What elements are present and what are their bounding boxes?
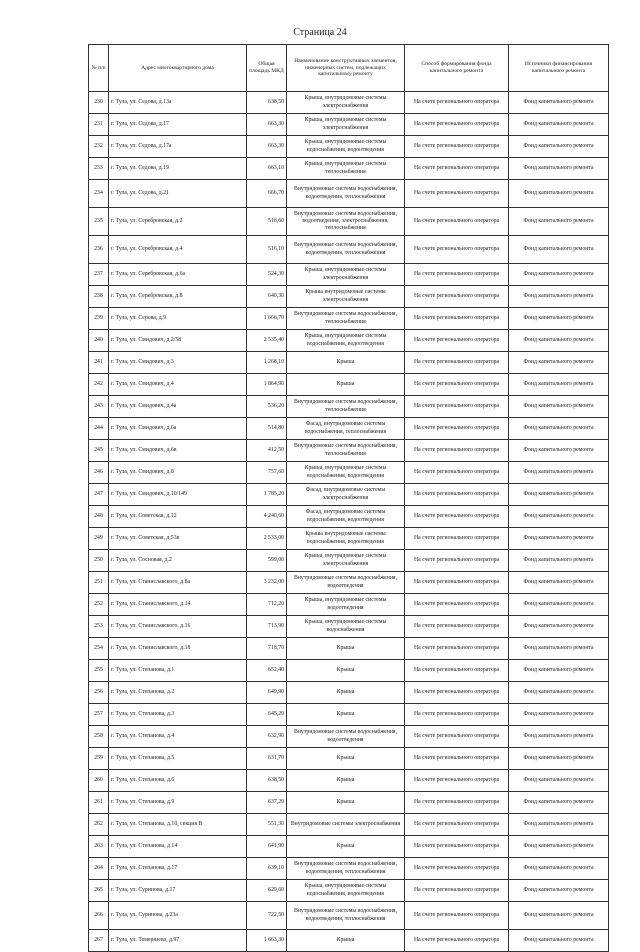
row-address: г. Тула, ул. Седова, д.17 [109, 114, 247, 136]
row-area: 666,70 [247, 180, 287, 208]
row-method: На счете регионального оператора [405, 264, 509, 286]
row-number: 255 [89, 660, 109, 682]
row-source: Фонд капитального ремонта [509, 180, 609, 208]
row-method: На счете регионального оператора [405, 418, 509, 440]
row-method: На счете регионального оператора [405, 616, 509, 638]
row-area: 629,60 [247, 880, 287, 902]
row-method: На счете регионального оператора [405, 638, 509, 660]
row-source: Фонд капитального ремонта [509, 902, 609, 930]
row-works: Внутридомовые системы водоснабжения, водоотведения, электроснабжения, теплоснабжения [287, 208, 405, 236]
row-method: На счете регионального оператора [405, 330, 509, 352]
row-works: Внутридомовые системы водоснабжения, водоотведения [287, 572, 405, 594]
row-number: 244 [89, 418, 109, 440]
row-address: г. Тула, ул. Смидович, д.4 [109, 374, 247, 396]
row-area: 722,50 [247, 902, 287, 930]
row-address: г. Тула, ул. Советская, д.53в [109, 528, 247, 550]
row-area: 649,90 [247, 682, 287, 704]
table-row [89, 858, 609, 880]
row-number: 264 [89, 858, 109, 880]
row-area: 4 240,60 [247, 506, 287, 528]
table-row [89, 594, 609, 616]
row-address: г. Тула, ул. Станиславского, д.8а [109, 572, 247, 594]
table-row [89, 208, 609, 236]
table-header-row [89, 45, 609, 92]
row-number: 258 [89, 726, 109, 748]
row-address: г. Тула, ул. Степанова, д.3 [109, 704, 247, 726]
row-number: 233 [89, 158, 109, 180]
row-source: Фонд капитального ремонта [509, 858, 609, 880]
table-row [89, 704, 609, 726]
row-number: 257 [89, 704, 109, 726]
table-row [89, 748, 609, 770]
table-row [89, 330, 609, 352]
row-number: 241 [89, 352, 109, 374]
row-area: 412,50 [247, 440, 287, 462]
row-method: На счете регионального оператора [405, 726, 509, 748]
row-area: 2 533,00 [247, 528, 287, 550]
row-number: 253 [89, 616, 109, 638]
row-area: 712,20 [247, 594, 287, 616]
row-works: Крыша, внутридомовые системы электроснабжения [287, 114, 405, 136]
row-works: Крыша [287, 682, 405, 704]
row-number: 232 [89, 136, 109, 158]
row-source: Фонд капитального ремонта [509, 660, 609, 682]
row-address: г. Тула, ул. Смидович, д.10/149 [109, 484, 247, 506]
row-method: На счете регионального оператора [405, 902, 509, 930]
row-method: На счете регионального оператора [405, 660, 509, 682]
row-area: 599,00 [247, 550, 287, 572]
row-method: На счете регионального оператора [405, 136, 509, 158]
row-area: 718,70 [247, 638, 287, 660]
row-area: 663,30 [247, 136, 287, 158]
row-works: Крыша [287, 638, 405, 660]
row-address: г. Тула, ул. Суринова, д.23а [109, 902, 247, 930]
row-address: г. Тула, ул. Степанова, д.9 [109, 792, 247, 814]
row-number: 246 [89, 462, 109, 484]
row-works: Крыша, внутридомовые системы водоснабжения, водоотведения [287, 136, 405, 158]
table-row [89, 770, 609, 792]
row-number: 239 [89, 308, 109, 330]
row-number: 245 [89, 440, 109, 462]
row-address: г. Тула, ул. Степанова, д.14 [109, 836, 247, 858]
row-source: Фонд капитального ремонта [509, 236, 609, 264]
row-number: 265 [89, 880, 109, 902]
row-area: 713,90 [247, 616, 287, 638]
row-method: На счете регионального оператора [405, 572, 509, 594]
row-works: Крыша [287, 770, 405, 792]
row-method: На счете регионального оператора [405, 814, 509, 836]
table-row [89, 418, 609, 440]
header-num: № п/п [89, 45, 109, 92]
row-method: На счете регионального оператора [405, 770, 509, 792]
row-source: Фонд капитального ремонта [509, 330, 609, 352]
row-method: На счете регионального оператора [405, 748, 509, 770]
row-area: 652,40 [247, 660, 287, 682]
table-row [89, 550, 609, 572]
row-works: Внутридомовые системы электроснабжения [287, 814, 405, 836]
row-works: Крыша, внутридомовые системы электроснабжения [287, 92, 405, 114]
row-method: На счете регионального оператора [405, 462, 509, 484]
row-method: На счете регионального оператора [405, 930, 509, 952]
row-method: На счете регионального оператора [405, 704, 509, 726]
row-source: Фонд капитального ремонта [509, 114, 609, 136]
table-row [89, 308, 609, 330]
row-number: 252 [89, 594, 109, 616]
row-address: г. Тула, ул. Степанова, д.2 [109, 682, 247, 704]
row-area: 663,30 [247, 114, 287, 136]
row-works: Внутридомовые системы водоснабжения, теплоснабжения [287, 396, 405, 418]
row-area: 516,10 [247, 236, 287, 264]
row-number: 243 [89, 396, 109, 418]
row-number: 249 [89, 528, 109, 550]
row-works: Крыша [287, 704, 405, 726]
row-address: г. Тула, ул. Смидович, д.2/58 [109, 330, 247, 352]
table-row [89, 236, 609, 264]
row-address: г. Тула, ул. Станиславского, д.18 [109, 638, 247, 660]
table-row [89, 158, 609, 180]
row-source: Фонд капитального ремонта [509, 638, 609, 660]
header-works: Наименование конструктивных элементов, инженерных систем, подлежащих капитальному ремонту [287, 45, 405, 92]
row-works: Крыша [287, 660, 405, 682]
row-works: Внутридомовые системы водоснабжения, водоотведения, теплоснабжения [287, 180, 405, 208]
row-works: Крыша, внутридомовые системы теплоснабжения [287, 158, 405, 180]
row-area: 1 268,10 [247, 352, 287, 374]
row-source: Фонд капитального ремонта [509, 286, 609, 308]
row-address: г. Тула, ул. Серебровская, д.8 [109, 286, 247, 308]
row-address: г. Тула, ул. Седова, д.19 [109, 158, 247, 180]
row-address: г. Тула, ул. Станиславского, д.14 [109, 594, 247, 616]
row-works: Крыша, внутридомовые системы водоснабжения [287, 616, 405, 638]
table-row [89, 396, 609, 418]
row-number: 263 [89, 836, 109, 858]
row-area: 551,30 [247, 814, 287, 836]
row-method: На счете регионального оператора [405, 374, 509, 396]
row-area: 757,60 [247, 462, 287, 484]
row-source: Фонд капитального ремонта [509, 704, 609, 726]
row-source: Фонд капитального ремонта [509, 374, 609, 396]
table-row [89, 902, 609, 930]
row-method: На счете регионального оператора [405, 308, 509, 330]
table-row [89, 528, 609, 550]
row-address: г. Тула, ул. Смидович, д.8 [109, 462, 247, 484]
row-works: Внутридомовые системы водоснабжения, теплоснабжения [287, 308, 405, 330]
row-address: г. Тула, ул. Седова, д.17а [109, 136, 247, 158]
row-area: 632,90 [247, 726, 287, 748]
row-number: 254 [89, 638, 109, 660]
row-number: 235 [89, 208, 109, 236]
header-area: Общая площадь МКД [247, 45, 287, 92]
row-method: На счете регионального оператора [405, 682, 509, 704]
row-source: Фонд капитального ремонта [509, 726, 609, 748]
row-method: На счете регионального оператора [405, 858, 509, 880]
row-area: 1 666,70 [247, 308, 287, 330]
row-works: Крыша, внутридомовые системы электроснабжения [287, 264, 405, 286]
row-area: 639,10 [247, 858, 287, 880]
table-row [89, 506, 609, 528]
row-works: Крыша внутридомовые системы электроснабжения [287, 286, 405, 308]
row-area: 641,90 [247, 836, 287, 858]
row-source: Фонд капитального ремонта [509, 930, 609, 952]
row-works: Фасад, внутридомовые системы водоснабжения, теплоснабжения [287, 418, 405, 440]
header-address: Адрес многоквартирного дома [109, 45, 247, 92]
row-method: На счете регионального оператора [405, 236, 509, 264]
table-row [89, 462, 609, 484]
row-works: Крыша [287, 836, 405, 858]
row-works: Внутридомовые системы водоснабжения, водоотведения [287, 726, 405, 748]
row-source: Фонд капитального ремонта [509, 352, 609, 374]
row-number: 248 [89, 506, 109, 528]
row-area: 638,50 [247, 92, 287, 114]
row-address: г. Тула, ул. Степанова, д.5 [109, 748, 247, 770]
row-method: На счете регионального оператора [405, 836, 509, 858]
row-method: На счете регионального оператора [405, 158, 509, 180]
table-row [89, 92, 609, 114]
row-works: Крыша [287, 352, 405, 374]
row-works: Внутридомовые системы водоснабжения, водоотведения, теплоснабжения [287, 236, 405, 264]
row-works: Крыша [287, 374, 405, 396]
row-source: Фонд капитального ремонта [509, 484, 609, 506]
repair-plan-table [88, 44, 609, 952]
table-row [89, 180, 609, 208]
row-number: 267 [89, 930, 109, 952]
row-area: 645,20 [247, 704, 287, 726]
table-row [89, 930, 609, 952]
row-number: 256 [89, 682, 109, 704]
row-method: На счете регионального оператора [405, 594, 509, 616]
row-address: г. Тула, ул. Советская, д.12 [109, 506, 247, 528]
table-row [89, 638, 609, 660]
table-row [89, 726, 609, 748]
table-row [89, 792, 609, 814]
table-row [89, 616, 609, 638]
row-area: 1 785,20 [247, 484, 287, 506]
row-works: Крыша внутридомовые системы водоснабжения, водоотведения [287, 528, 405, 550]
row-area: 631,70 [247, 748, 287, 770]
row-area: 3 232,00 [247, 572, 287, 594]
row-source: Фонд капитального ремонта [509, 550, 609, 572]
row-source: Фонд капитального ремонта [509, 208, 609, 236]
row-area: 524,30 [247, 264, 287, 286]
row-works: Крыша [287, 930, 405, 952]
row-number: 250 [89, 550, 109, 572]
table-row [89, 352, 609, 374]
row-method: На счете регионального оператора [405, 484, 509, 506]
row-source: Фонд капитального ремонта [509, 308, 609, 330]
row-number: 242 [89, 374, 109, 396]
table-row [89, 440, 609, 462]
table-row [89, 374, 609, 396]
row-source: Фонд капитального ремонта [509, 462, 609, 484]
table-row [89, 836, 609, 858]
row-number: 261 [89, 792, 109, 814]
table-body [89, 92, 609, 952]
row-area: 640,30 [247, 286, 287, 308]
row-works: Крыша, внутридомовые системы электроснабжения [287, 550, 405, 572]
row-works: Крыша [287, 748, 405, 770]
row-method: На счете регионального оператора [405, 880, 509, 902]
row-method: На счете регионального оператора [405, 396, 509, 418]
row-address: г. Тула, ул. Степанова, д.4 [109, 726, 247, 748]
row-number: 234 [89, 180, 109, 208]
table-row [89, 682, 609, 704]
table-row [89, 264, 609, 286]
row-source: Фонд капитального ремонта [509, 770, 609, 792]
row-source: Фонд капитального ремонта [509, 880, 609, 902]
page-title: Страница 24 [293, 27, 347, 38]
row-address: г. Тула, ул. Седова, д.21 [109, 180, 247, 208]
row-address: г. Тула, ул. Степанова, д.6 [109, 770, 247, 792]
row-works: Крыша, внутридомовые системы водоснабжения, водоотведения [287, 330, 405, 352]
row-works: Фасад, внутридомовые системы электроснабжения [287, 484, 405, 506]
table-row [89, 114, 609, 136]
row-address: г. Тула, ул. Смидович, д.6а [109, 418, 247, 440]
row-method: На счете регионального оператора [405, 528, 509, 550]
row-source: Фонд капитального ремонта [509, 792, 609, 814]
row-address: г. Тула, ул. Темерязева, д.97 [109, 930, 247, 952]
table-row [89, 572, 609, 594]
table-row [89, 286, 609, 308]
table-row [89, 814, 609, 836]
row-method: На счете регионального оператора [405, 92, 509, 114]
row-works: Фасад, внутридомовые системы водоснабжения, водоотведения [287, 506, 405, 528]
row-method: На счете регионального оператора [405, 550, 509, 572]
row-address: г. Тула, ул. Серебровская, д.4 [109, 236, 247, 264]
row-area: 663,10 [247, 158, 287, 180]
row-method: На счете регионального оператора [405, 352, 509, 374]
row-address: г. Тула, ул. Суринова, д.17 [109, 880, 247, 902]
row-number: 259 [89, 748, 109, 770]
row-number: 236 [89, 236, 109, 264]
row-number: 237 [89, 264, 109, 286]
row-address: г. Тула, ул. Серебровская, д.6а [109, 264, 247, 286]
row-method: На счете регионального оператора [405, 506, 509, 528]
row-method: На счете регионального оператора [405, 114, 509, 136]
row-address: г. Тула, ул. Смидович, д.6в [109, 440, 247, 462]
row-method: На счете регионального оператора [405, 440, 509, 462]
row-address: г. Тула, ул. Станиславского, д.16 [109, 616, 247, 638]
row-area: 1 663,30 [247, 930, 287, 952]
row-source: Фонд капитального ремонта [509, 440, 609, 462]
row-area: 536,20 [247, 396, 287, 418]
row-source: Фонд капитального ремонта [509, 418, 609, 440]
row-source: Фонд капитального ремонта [509, 682, 609, 704]
row-method: На счете регионального оператора [405, 180, 509, 208]
row-source: Фонд капитального ремонта [509, 92, 609, 114]
row-works: Внутридомовые системы водоснабжения, водоотведения, теплоснабжения [287, 902, 405, 930]
row-address: г. Тула, ул. Седова, д.13а [109, 92, 247, 114]
row-works: Внутридомовые системы водоснабжения, теплоснабжения [287, 440, 405, 462]
row-number: 260 [89, 770, 109, 792]
row-source: Фонд капитального ремонта [509, 594, 609, 616]
row-method: На счете регионального оператора [405, 208, 509, 236]
row-area: 514,80 [247, 418, 287, 440]
row-address: г. Тула, ул. Сосновая, д.2 [109, 550, 247, 572]
table-row [89, 136, 609, 158]
row-number: 266 [89, 902, 109, 930]
row-address: г. Тула, ул. Серова, д.9 [109, 308, 247, 330]
row-source: Фонд капитального ремонта [509, 748, 609, 770]
row-area: 1 864,90 [247, 374, 287, 396]
row-address: г. Тула, ул. Степанова, д.10, секция В [109, 814, 247, 836]
row-method: На счете регионального оператора [405, 792, 509, 814]
header-source: Источники финансирования капитального ремонта [509, 45, 609, 92]
row-source: Фонд капитального ремонта [509, 572, 609, 594]
row-works: Крыша, внутридомовые системы водоотведения [287, 594, 405, 616]
table-row [89, 880, 609, 902]
row-area: 2 535,40 [247, 330, 287, 352]
row-number: 230 [89, 92, 109, 114]
row-number: 238 [89, 286, 109, 308]
row-source: Фонд капитального ремонта [509, 814, 609, 836]
row-address: г. Тула, ул. Смидович, д.3 [109, 352, 247, 374]
table-row [89, 660, 609, 682]
row-method: На счете регионального оператора [405, 286, 509, 308]
row-source: Фонд капитального ремонта [509, 506, 609, 528]
row-source: Фонд капитального ремонта [509, 396, 609, 418]
row-area: 637,20 [247, 792, 287, 814]
row-address: г. Тула, ул. Степанова, д.17 [109, 858, 247, 880]
row-works: Крыша, внутридомовые системы водоснабжения, водоотведения [287, 880, 405, 902]
row-number: 231 [89, 114, 109, 136]
row-address: г. Тула, ул. Степанова, д.1 [109, 660, 247, 682]
row-number: 240 [89, 330, 109, 352]
row-source: Фонд капитального ремонта [509, 836, 609, 858]
row-area: 518,60 [247, 208, 287, 236]
row-works: Внутридомовые системы водоснабжения, водоотведения, теплоснабжения [287, 858, 405, 880]
row-works: Крыша [287, 792, 405, 814]
row-source: Фонд капитального ремонта [509, 616, 609, 638]
row-area: 638,50 [247, 770, 287, 792]
header-method: Способ формирования фонда капитального ремонта [405, 45, 509, 92]
row-source: Фонд капитального ремонта [509, 528, 609, 550]
row-works: Крыша, внутридомовые системы водоснабжения, водоотведения [287, 462, 405, 484]
table-row [89, 484, 609, 506]
row-address: г. Тула, ул. Смидович, д.4а [109, 396, 247, 418]
row-address: г. Тула, ул. Серебровская, д.2 [109, 208, 247, 236]
row-number: 262 [89, 814, 109, 836]
row-source: Фонд капитального ремонта [509, 264, 609, 286]
row-source: Фонд капитального ремонта [509, 136, 609, 158]
row-source: Фонд капитального ремонта [509, 158, 609, 180]
row-number: 251 [89, 572, 109, 594]
row-number: 247 [89, 484, 109, 506]
